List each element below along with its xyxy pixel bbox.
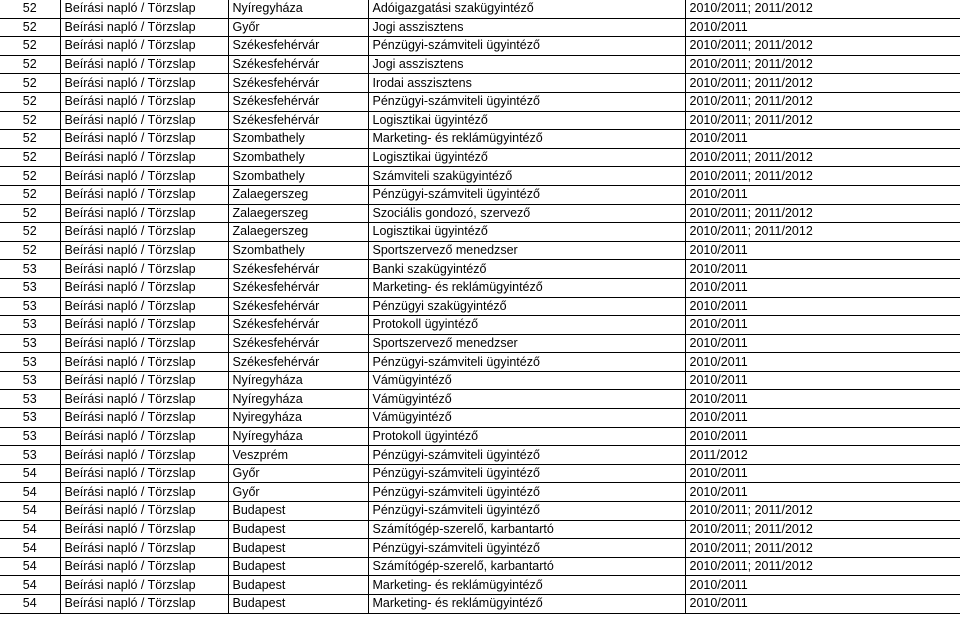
table-row bbox=[0, 204, 960, 223]
city-cell: Budapest bbox=[228, 595, 368, 614]
level-cell: 52 bbox=[0, 241, 60, 260]
city-cell: Székesfehérvár bbox=[228, 297, 368, 316]
school-year-cell: 2010/2011 bbox=[685, 390, 960, 409]
city-cell: Székesfehérvár bbox=[228, 260, 368, 279]
school-year-cell: 2010/2011 bbox=[685, 464, 960, 483]
table-row bbox=[0, 390, 960, 409]
city-cell: Szombathely bbox=[228, 167, 368, 186]
city-cell: Székesfehérvár bbox=[228, 278, 368, 297]
qualification-cell: Vámügyintéző bbox=[368, 409, 685, 428]
school-year-cell: 2010/2011; 2011/2012 bbox=[685, 167, 960, 186]
city-cell: Székesfehérvár bbox=[228, 37, 368, 56]
level-cell: 53 bbox=[0, 409, 60, 428]
level-cell: 52 bbox=[0, 204, 60, 223]
qualification-cell: Marketing- és reklámügyintéző bbox=[368, 278, 685, 297]
city-cell: Székesfehérvár bbox=[228, 334, 368, 353]
school-year-cell: 2010/2011; 2011/2012 bbox=[685, 111, 960, 130]
level-cell: 52 bbox=[0, 92, 60, 111]
table-row bbox=[0, 278, 960, 297]
level-cell: 54 bbox=[0, 464, 60, 483]
table-row bbox=[0, 539, 960, 558]
level-cell: 52 bbox=[0, 185, 60, 204]
city-cell: Zalaegerszeg bbox=[228, 204, 368, 223]
qualification-cell: Jogi asszisztens bbox=[368, 55, 685, 74]
city-cell: Győr bbox=[228, 18, 368, 37]
document-type-cell: Beírási napló / Törzslap bbox=[60, 55, 228, 74]
level-cell: 53 bbox=[0, 334, 60, 353]
level-cell: 52 bbox=[0, 148, 60, 167]
qualification-cell: Marketing- és reklámügyintéző bbox=[368, 130, 685, 149]
level-cell: 52 bbox=[0, 37, 60, 56]
city-cell: Székesfehérvár bbox=[228, 111, 368, 130]
city-cell: Budapest bbox=[228, 576, 368, 595]
city-cell: Székesfehérvár bbox=[228, 74, 368, 93]
city-cell: Nyíregyháza bbox=[228, 427, 368, 446]
table-row bbox=[0, 55, 960, 74]
qualification-cell: Pénzügyi szakügyintéző bbox=[368, 297, 685, 316]
level-cell: 52 bbox=[0, 0, 60, 18]
document-type-cell: Beírási napló / Törzslap bbox=[60, 204, 228, 223]
qualification-cell: Logisztikai ügyintéző bbox=[368, 111, 685, 130]
school-year-cell: 2010/2011 bbox=[685, 260, 960, 279]
level-cell: 53 bbox=[0, 427, 60, 446]
level-cell: 53 bbox=[0, 353, 60, 372]
city-cell: Nyíregyháza bbox=[228, 371, 368, 390]
qualification-cell: Számítógép-szerelő, karbantartó bbox=[368, 520, 685, 539]
level-cell: 53 bbox=[0, 446, 60, 465]
table-row bbox=[0, 148, 960, 167]
level-cell: 52 bbox=[0, 130, 60, 149]
school-year-cell: 2010/2011; 2011/2012 bbox=[685, 539, 960, 558]
qualification-cell: Pénzügyi-számviteli ügyintéző bbox=[368, 464, 685, 483]
level-cell: 54 bbox=[0, 557, 60, 576]
level-cell: 52 bbox=[0, 167, 60, 186]
document-type-cell: Beírási napló / Törzslap bbox=[60, 427, 228, 446]
school-year-cell: 2010/2011 bbox=[685, 185, 960, 204]
qualification-cell: Számviteli szakügyintéző bbox=[368, 167, 685, 186]
document-type-cell: Beírási napló / Törzslap bbox=[60, 297, 228, 316]
level-cell: 53 bbox=[0, 260, 60, 279]
school-year-cell: 2010/2011; 2011/2012 bbox=[685, 92, 960, 111]
school-year-cell: 2010/2011 bbox=[685, 278, 960, 297]
document-type-cell: Beírási napló / Törzslap bbox=[60, 0, 228, 18]
document-type-cell: Beírási napló / Törzslap bbox=[60, 334, 228, 353]
school-year-cell: 2010/2011 bbox=[685, 483, 960, 502]
table-row bbox=[0, 260, 960, 279]
level-cell: 54 bbox=[0, 502, 60, 521]
document-type-cell: Beírási napló / Törzslap bbox=[60, 167, 228, 186]
city-cell: Székesfehérvár bbox=[228, 353, 368, 372]
table-row bbox=[0, 576, 960, 595]
level-cell: 52 bbox=[0, 18, 60, 37]
school-year-cell: 2010/2011 bbox=[685, 409, 960, 428]
qualification-cell: Marketing- és reklámügyintéző bbox=[368, 595, 685, 614]
level-cell: 52 bbox=[0, 223, 60, 242]
school-year-cell: 2010/2011; 2011/2012 bbox=[685, 223, 960, 242]
qualification-cell: Irodai asszisztens bbox=[368, 74, 685, 93]
table-row bbox=[0, 502, 960, 521]
level-cell: 54 bbox=[0, 595, 60, 614]
document-type-cell: Beírási napló / Törzslap bbox=[60, 223, 228, 242]
document-type-cell: Beírási napló / Törzslap bbox=[60, 390, 228, 409]
table-row bbox=[0, 595, 960, 614]
table-row bbox=[0, 18, 960, 37]
document-type-cell: Beírási napló / Törzslap bbox=[60, 74, 228, 93]
level-cell: 53 bbox=[0, 371, 60, 390]
city-cell: Zalaegerszeg bbox=[228, 223, 368, 242]
qualification-cell: Pénzügyi-számviteli ügyintéző bbox=[368, 502, 685, 521]
school-year-cell: 2010/2011; 2011/2012 bbox=[685, 0, 960, 18]
city-cell: Győr bbox=[228, 464, 368, 483]
qualification-cell: Vámügyintéző bbox=[368, 371, 685, 390]
city-cell: Budapest bbox=[228, 539, 368, 558]
qualification-cell: Pénzügyi-számviteli ügyintéző bbox=[368, 446, 685, 465]
city-cell: Győr bbox=[228, 483, 368, 502]
table-row bbox=[0, 427, 960, 446]
table-row bbox=[0, 74, 960, 93]
city-cell: Nyiregyháza bbox=[228, 409, 368, 428]
qualification-cell: Adóigazgatási szakügyintéző bbox=[368, 0, 685, 18]
qualification-cell: Pénzügyi-számviteli ügyintéző bbox=[368, 539, 685, 558]
city-cell: Szombathely bbox=[228, 130, 368, 149]
level-cell: 54 bbox=[0, 520, 60, 539]
table-row bbox=[0, 334, 960, 353]
table-row bbox=[0, 241, 960, 260]
document-type-cell: Beírási napló / Törzslap bbox=[60, 148, 228, 167]
document-type-cell: Beírási napló / Törzslap bbox=[60, 595, 228, 614]
qualification-cell: Pénzügyi-számviteli ügyintéző bbox=[368, 37, 685, 56]
school-year-cell: 2010/2011; 2011/2012 bbox=[685, 204, 960, 223]
level-cell: 53 bbox=[0, 297, 60, 316]
table-row bbox=[0, 37, 960, 56]
level-cell: 53 bbox=[0, 316, 60, 335]
level-cell: 53 bbox=[0, 390, 60, 409]
document-type-cell: Beírási napló / Törzslap bbox=[60, 130, 228, 149]
level-cell: 54 bbox=[0, 576, 60, 595]
table-row bbox=[0, 223, 960, 242]
table-row bbox=[0, 167, 960, 186]
table-row bbox=[0, 297, 960, 316]
city-cell: Székesfehérvár bbox=[228, 92, 368, 111]
school-year-cell: 2010/2011 bbox=[685, 241, 960, 260]
document-type-cell: Beírási napló / Törzslap bbox=[60, 576, 228, 595]
school-year-cell: 2010/2011 bbox=[685, 576, 960, 595]
qualification-cell: Sportszervező menedzser bbox=[368, 334, 685, 353]
document-type-cell: Beírási napló / Törzslap bbox=[60, 464, 228, 483]
city-cell: Zalaegerszeg bbox=[228, 185, 368, 204]
school-year-cell: 2010/2011 bbox=[685, 297, 960, 316]
document-type-cell: Beírási napló / Törzslap bbox=[60, 260, 228, 279]
table-row bbox=[0, 130, 960, 149]
qualification-cell: Logisztikai ügyintéző bbox=[368, 223, 685, 242]
qualification-cell: Szociális gondozó, szervező bbox=[368, 204, 685, 223]
document-type-cell: Beírási napló / Törzslap bbox=[60, 37, 228, 56]
document-type-cell: Beírási napló / Törzslap bbox=[60, 111, 228, 130]
school-year-cell: 2010/2011; 2011/2012 bbox=[685, 557, 960, 576]
city-cell: Szombathely bbox=[228, 241, 368, 260]
level-cell: 52 bbox=[0, 55, 60, 74]
document-type-cell: Beírási napló / Törzslap bbox=[60, 18, 228, 37]
city-cell: Budapest bbox=[228, 557, 368, 576]
table-row bbox=[0, 316, 960, 335]
level-cell: 54 bbox=[0, 483, 60, 502]
school-year-cell: 2010/2011; 2011/2012 bbox=[685, 55, 960, 74]
school-year-cell: 2010/2011 bbox=[685, 371, 960, 390]
level-cell: 54 bbox=[0, 539, 60, 558]
document-type-cell: Beírási napló / Törzslap bbox=[60, 92, 228, 111]
qualification-cell: Sportszervező menedzser bbox=[368, 241, 685, 260]
school-year-cell: 2010/2011; 2011/2012 bbox=[685, 502, 960, 521]
qualification-cell: Pénzügyi-számviteli ügyintéző bbox=[368, 353, 685, 372]
school-year-cell: 2010/2011; 2011/2012 bbox=[685, 520, 960, 539]
school-year-cell: 2010/2011; 2011/2012 bbox=[685, 37, 960, 56]
table-row bbox=[0, 92, 960, 111]
city-cell: Szombathely bbox=[228, 148, 368, 167]
qualification-cell: Protokoll ügyintéző bbox=[368, 427, 685, 446]
school-year-cell: 2010/2011 bbox=[685, 130, 960, 149]
document-type-cell: Beírási napló / Törzslap bbox=[60, 557, 228, 576]
qualification-cell: Vámügyintéző bbox=[368, 390, 685, 409]
document-type-cell: Beírási napló / Törzslap bbox=[60, 539, 228, 558]
level-cell: 52 bbox=[0, 111, 60, 130]
school-year-cell: 2010/2011; 2011/2012 bbox=[685, 148, 960, 167]
city-cell: Budapest bbox=[228, 520, 368, 539]
level-cell: 53 bbox=[0, 278, 60, 297]
qualification-cell: Banki szakügyintéző bbox=[368, 260, 685, 279]
document-type-cell: Beírási napló / Törzslap bbox=[60, 446, 228, 465]
city-cell: Székesfehérvár bbox=[228, 316, 368, 335]
qualification-cell: Pénzügyi-számviteli ügyintéző bbox=[368, 92, 685, 111]
city-cell: Budapest bbox=[228, 502, 368, 521]
table-row bbox=[0, 353, 960, 372]
table-row bbox=[0, 185, 960, 204]
table-row bbox=[0, 371, 960, 390]
level-cell: 52 bbox=[0, 74, 60, 93]
school-year-cell: 2010/2011 bbox=[685, 353, 960, 372]
table-row bbox=[0, 446, 960, 465]
document-type-cell: Beírási napló / Törzslap bbox=[60, 185, 228, 204]
table-row bbox=[0, 409, 960, 428]
document-type-cell: Beírási napló / Törzslap bbox=[60, 353, 228, 372]
document-type-cell: Beírási napló / Törzslap bbox=[60, 483, 228, 502]
school-year-cell: 2011/2012 bbox=[685, 446, 960, 465]
school-year-cell: 2010/2011 bbox=[685, 595, 960, 614]
city-cell: Nyíregyháza bbox=[228, 0, 368, 18]
qualification-cell: Protokoll ügyintéző bbox=[368, 316, 685, 335]
qualification-cell: Pénzügyi-számviteli ügyintéző bbox=[368, 185, 685, 204]
qualification-cell: Pénzügyi-számviteli ügyintéző bbox=[368, 483, 685, 502]
table-row bbox=[0, 520, 960, 539]
document-type-cell: Beírási napló / Törzslap bbox=[60, 371, 228, 390]
city-cell: Nyíregyháza bbox=[228, 390, 368, 409]
table-row bbox=[0, 111, 960, 130]
qualification-cell: Logisztikai ügyintéző bbox=[368, 148, 685, 167]
qualification-cell: Számítógép-szerelő, karbantartó bbox=[368, 557, 685, 576]
city-cell: Veszprém bbox=[228, 446, 368, 465]
table-row bbox=[0, 483, 960, 502]
school-year-cell: 2010/2011 bbox=[685, 334, 960, 353]
qualification-cell: Jogi asszisztens bbox=[368, 18, 685, 37]
table-row bbox=[0, 0, 960, 18]
school-year-cell: 2010/2011 bbox=[685, 18, 960, 37]
document-type-cell: Beírási napló / Törzslap bbox=[60, 241, 228, 260]
school-year-cell: 2010/2011; 2011/2012 bbox=[685, 74, 960, 93]
school-year-cell: 2010/2011 bbox=[685, 316, 960, 335]
qualification-cell: Marketing- és reklámügyintéző bbox=[368, 576, 685, 595]
table-row bbox=[0, 557, 960, 576]
document-type-cell: Beírási napló / Törzslap bbox=[60, 409, 228, 428]
document-type-cell: Beírási napló / Törzslap bbox=[60, 278, 228, 297]
document-type-cell: Beírási napló / Törzslap bbox=[60, 502, 228, 521]
document-type-cell: Beírási napló / Törzslap bbox=[60, 520, 228, 539]
table-row bbox=[0, 464, 960, 483]
document-type-cell: Beírási napló / Törzslap bbox=[60, 316, 228, 335]
school-year-cell: 2010/2011 bbox=[685, 427, 960, 446]
city-cell: Székesfehérvár bbox=[228, 55, 368, 74]
